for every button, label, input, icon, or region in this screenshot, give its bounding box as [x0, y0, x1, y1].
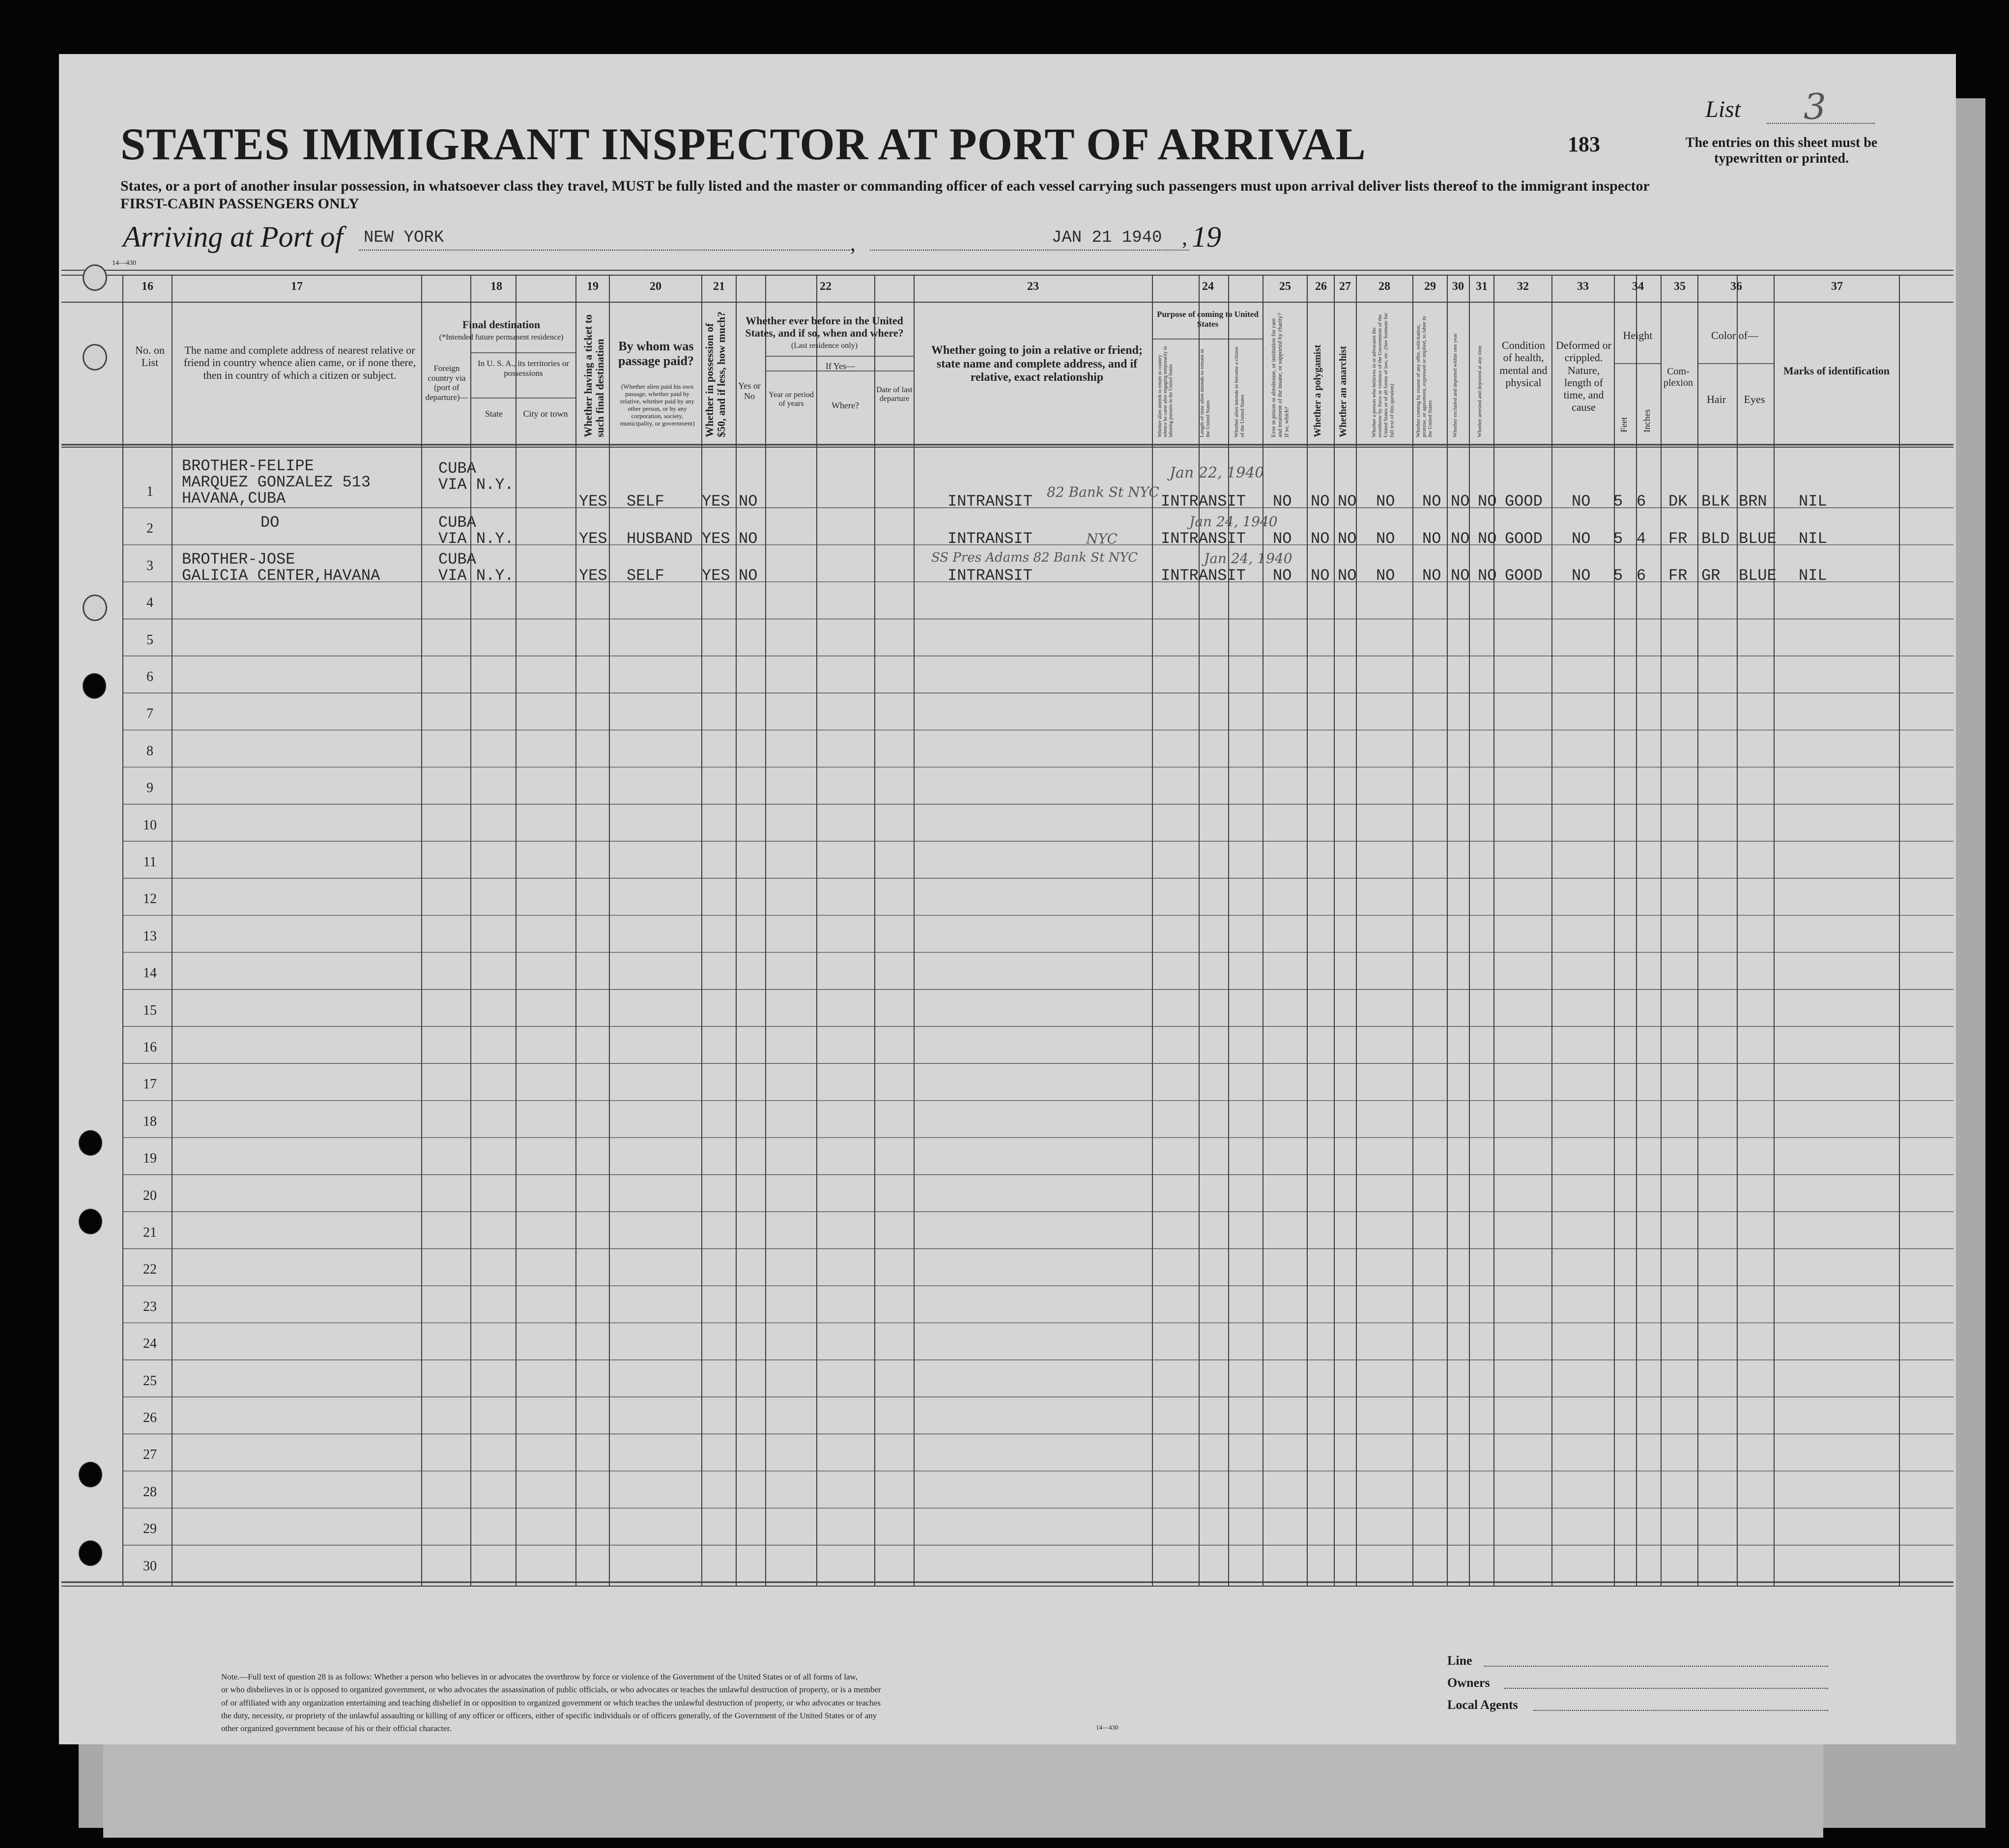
relative-address-line: GALICIA CENTER,HAVANA — [182, 567, 380, 585]
before-cell: NO — [739, 530, 758, 548]
column-number: 32 — [1517, 280, 1529, 293]
purpose-cell: INTRANSIT — [1161, 567, 1246, 585]
column-number: 37 — [1831, 280, 1843, 293]
header-usa-territories: In U. S. A., its territories or possessions — [477, 359, 570, 378]
column-number: 31 — [1476, 280, 1488, 293]
header-last-residence: (Last residence only) — [791, 341, 858, 350]
row-number: 20 — [143, 1188, 157, 1203]
agents-label: Local Agents — [1447, 1698, 1518, 1712]
header-color-of: Color of— — [1711, 329, 1758, 341]
q30-cell: NO — [1451, 530, 1470, 548]
row-number: 21 — [143, 1225, 157, 1240]
q29-cell: NO — [1422, 530, 1441, 548]
row-number: 5 — [146, 632, 153, 648]
header-purpose-return: Whether alien intends to return to country whence he came after engaging temporarily in laboring pursuits in the United States — [1157, 346, 1174, 437]
year-prefix: 19 — [1192, 221, 1221, 253]
footnote-line: other organized government because of his or their official character. — [221, 1724, 452, 1734]
feet-cell: 5 — [1613, 492, 1623, 511]
relative-address-line: DO — [260, 513, 280, 532]
join-handwritten: 82 Bank St NYC — [1047, 484, 1159, 500]
header-polygamist: Whether a polygamist — [1312, 344, 1323, 437]
join-handwritten: NYC — [1086, 531, 1118, 547]
row-number: 19 — [143, 1151, 157, 1166]
comma-separator: , — [1182, 226, 1187, 250]
marks-cell: NIL — [1799, 567, 1827, 585]
row-number: 30 — [143, 1558, 157, 1574]
column-number: 21 — [713, 280, 725, 293]
q27-cell: NO — [1338, 567, 1357, 585]
via-port-cell: VIA N.Y. — [438, 476, 514, 494]
date-value: JAN 21 1940 — [1052, 228, 1162, 247]
column-number: 30 — [1452, 280, 1464, 293]
hair-cell: BLD — [1701, 530, 1730, 548]
column-number: 23 — [1027, 280, 1039, 293]
column-number: 25 — [1279, 280, 1291, 293]
instruction-text: States, or a port of another insular possession, in whatsoever class they travel, MUST be fully listed and the master or commanding officer of each vessel carrying such passengers must upon arrival deliver lists thereof to the immigrant inspector — [120, 178, 1650, 194]
column-number: 35 — [1674, 280, 1686, 293]
punch-hole — [83, 595, 107, 621]
before-cell: NO — [739, 567, 758, 585]
punch-hole — [79, 1209, 102, 1234]
paid-by-cell: SELF — [627, 492, 664, 511]
punch-hole — [83, 264, 107, 291]
column-number: 33 — [1577, 280, 1589, 293]
purpose-cell: INTRANSIT — [1161, 530, 1246, 548]
row-number: 6 — [146, 669, 153, 684]
header-city: City or town — [523, 409, 568, 419]
row-number: 28 — [143, 1484, 157, 1500]
q28-cell: NO — [1376, 530, 1395, 548]
header-deported: Whether arrested and deported at any time — [1477, 345, 1483, 437]
header-join-relative: Whether going to join a relative or friend; state name and complete address, and if relative, exact relationship — [931, 344, 1143, 384]
row-number: 27 — [143, 1447, 157, 1463]
column-number: 19 — [587, 280, 599, 293]
q29-cell: NO — [1422, 492, 1441, 511]
form-code-bottom: 14—430 — [1096, 1724, 1119, 1731]
line-label: Line — [1447, 1653, 1472, 1668]
q31-cell: NO — [1478, 492, 1497, 511]
foreign-country-cell: CUBA — [438, 513, 476, 532]
row-number: 11 — [143, 854, 157, 870]
header-anarchist: Whether an anarchist — [1338, 346, 1349, 437]
relative-address-line: BROTHER-FELIPE — [182, 457, 314, 475]
marks-cell: NIL — [1799, 492, 1827, 511]
q25-cell: NO — [1273, 492, 1292, 511]
q27-cell: NO — [1338, 530, 1357, 548]
row-number: 25 — [143, 1373, 157, 1389]
q26-cell: NO — [1311, 567, 1330, 585]
ticket-cell: YES — [579, 567, 607, 585]
q30-cell: NO — [1451, 492, 1470, 511]
header-money: Whether in possession of $50, and if less, how much? — [703, 311, 728, 437]
header-excluded: Whether excluded and deported within one year — [1452, 333, 1458, 437]
hair-cell: BLK — [1701, 492, 1730, 511]
cabin-class: FIRST-CABIN PASSENGERS ONLY — [120, 196, 359, 212]
purpose-handwritten: Jan 24, 1940 — [1204, 550, 1292, 567]
arriving-label: Arriving at Port of — [123, 221, 344, 253]
header-state: State — [485, 409, 503, 419]
header-final-destination-note: (*Intended future permanent residence) — [439, 333, 564, 341]
join-cell: INTRANSIT — [947, 492, 1033, 511]
header-height: Height — [1623, 329, 1653, 341]
header-prison: Ever in prison or almshouse, or institution for care and treatment of the insane, or supported by charity? If so, which? — [1270, 313, 1290, 437]
row-number: 2 — [146, 521, 153, 537]
column-number: 34 — [1632, 280, 1644, 293]
q27-cell: NO — [1338, 492, 1357, 511]
via-port-cell: VIA N.Y. — [438, 530, 514, 548]
form-code-top: 14—430 — [112, 259, 136, 267]
column-number: 29 — [1424, 280, 1436, 293]
column-number: 22 — [820, 280, 832, 293]
page-number: 183 — [1568, 132, 1600, 156]
eyes-cell: BLUE — [1739, 567, 1777, 585]
q30-cell: NO — [1451, 567, 1470, 585]
header-marks: Marks of identification — [1783, 365, 1890, 377]
health-cell: GOOD — [1505, 567, 1543, 585]
q28-cell: NO — [1376, 492, 1395, 511]
header-deformed: Deformed or crippled. Nature, length of time, and cause — [1555, 339, 1611, 414]
row-number: 18 — [143, 1113, 157, 1129]
footnote-line: or who disbelieves in or is opposed to organized government, or who advocates the assassination of public officials, or who advocates or teaches the unlawful destruction of property, or is a member — [221, 1685, 881, 1695]
q25-cell: NO — [1273, 567, 1292, 585]
money-cell: YES — [702, 492, 730, 511]
column-number: 20 — [650, 280, 661, 293]
column-number: 17 — [291, 280, 303, 293]
money-cell: YES — [702, 567, 730, 585]
row-number: 13 — [143, 928, 157, 944]
row-number: 9 — [146, 780, 153, 796]
row-number: 8 — [146, 743, 153, 759]
row-number: 29 — [143, 1521, 157, 1537]
q28-cell: NO — [1376, 567, 1395, 585]
footnote-line: Note.—Full text of question 28 is as follows: Whether a person who believes in or advocates the overthrow by force or violence of the Government of the United States or of all forms of law, — [221, 1672, 858, 1681]
header-ticket: Whether having a ticket to such final destination — [582, 314, 606, 437]
punch-hole — [79, 1540, 102, 1566]
join-cell: INTRANSIT — [947, 567, 1033, 585]
eyes-cell: BLUE — [1739, 530, 1777, 548]
header-purpose: Purpose of coming to United States — [1157, 310, 1259, 329]
column-number: 27 — [1339, 280, 1351, 293]
purpose-handwritten: Jan 22, 1940 — [1170, 464, 1264, 482]
q31-cell: NO — [1478, 530, 1497, 548]
footnote-line: the duty, necessity, or propriety of the unlawful assaulting or killing of any officer or officers, either of specific individuals or of officers generally, of the Government of the United States or of any — [221, 1711, 877, 1721]
row-number: 4 — [146, 595, 153, 611]
punch-hole — [83, 344, 107, 370]
health-cell: GOOD — [1505, 530, 1543, 548]
column-number: 28 — [1378, 280, 1390, 293]
feet-cell: 5 — [1613, 530, 1623, 548]
purpose-handwritten: Jan 24, 1940 — [1189, 513, 1278, 530]
punch-hole — [83, 673, 106, 699]
paid-by-cell: HUSBAND — [627, 530, 693, 548]
deformed-cell: NO — [1572, 492, 1591, 511]
q31-cell: NO — [1478, 567, 1497, 585]
row-number: 24 — [143, 1336, 157, 1352]
owners-label: Owners — [1447, 1676, 1490, 1690]
header-labor-offer: Whether coming by reason of any offer, solicitation, promise, or agreement, expressed or implied, to labor in the United States — [1415, 316, 1434, 437]
footnote — [221, 1671, 1155, 1735]
ticket-cell: YES — [579, 492, 607, 511]
inches-cell: 4 — [1636, 530, 1646, 548]
header-no-on-list: No. on List — [135, 344, 165, 369]
row-number: 10 — [143, 817, 157, 833]
header-final-destination: Final destination — [462, 318, 541, 331]
eyes-cell: BRN — [1739, 492, 1767, 511]
via-port-cell: VIA N.Y. — [438, 567, 514, 585]
row-number: 1 — [146, 484, 153, 499]
hair-cell: GR — [1701, 567, 1721, 585]
header-where: Where? — [832, 400, 859, 410]
row-number: 7 — [146, 706, 153, 722]
header-passage-paid: By whom was passage paid? — [618, 339, 694, 368]
complexion-cell: FR — [1668, 530, 1688, 548]
header-inches: Inches — [1642, 409, 1652, 432]
line-signature-line — [1484, 1666, 1828, 1667]
agents-signature-line — [1533, 1710, 1828, 1711]
page-title: STATES IMMIGRANT INSPECTOR AT PORT OF ARRIVAL — [120, 119, 1366, 169]
port-value: NEW YORK — [364, 228, 444, 247]
column-number: 36 — [1730, 280, 1742, 293]
header-date-departure: Date of last departure — [876, 386, 913, 403]
header-year-period: Year or period of years — [769, 391, 814, 408]
row-number: 3 — [146, 558, 153, 573]
purpose-cell: INTRANSIT — [1161, 492, 1246, 511]
complexion-cell: DK — [1668, 492, 1688, 511]
before-cell: NO — [739, 492, 758, 511]
join-handwritten: SS Pres Adams 82 Bank St NYC — [931, 550, 1138, 565]
health-cell: GOOD — [1505, 492, 1543, 511]
header-complexion: Com-plexion — [1664, 366, 1693, 388]
money-cell: YES — [702, 530, 730, 548]
inches-cell: 6 — [1636, 567, 1646, 585]
relative-address-line: MARQUEZ GONZALEZ 513 — [182, 473, 371, 491]
header-eyes: Eyes — [1744, 393, 1765, 405]
column-number: 18 — [490, 280, 502, 293]
header-ever-before: Whether ever before in the United States, and if so, when and where? — [745, 314, 904, 340]
join-cell: INTRANSIT — [947, 530, 1033, 548]
column-number: 16 — [142, 280, 153, 293]
header-purpose-length: Length of time alien intends to remain in the United States — [1199, 349, 1211, 437]
deformed-cell: NO — [1572, 567, 1591, 585]
row-number: 22 — [143, 1262, 157, 1278]
header-purpose-citizen: Whether alien intends to become a citizen of the United States — [1234, 346, 1246, 437]
comma-separator: , — [850, 231, 856, 256]
row-number: 26 — [143, 1410, 157, 1425]
header-yes-no: Yes or No — [738, 381, 761, 401]
row-number: 15 — [143, 1002, 157, 1018]
ticket-cell: YES — [579, 530, 607, 548]
typewritten-note: The entries on this sheet must be typewritten or printed. — [1685, 135, 1878, 167]
foreign-country-cell: CUBA — [438, 550, 476, 569]
list-number: 3 — [1804, 86, 1826, 127]
header-if-yes: If Yes— — [825, 361, 855, 371]
column-number: 26 — [1315, 280, 1327, 293]
punch-hole — [79, 1462, 102, 1487]
header-foreign-country: Foreign country via (port of departure)— — [425, 364, 468, 402]
relative-address-line: BROTHER-JOSE — [182, 550, 295, 569]
owners-signature-line — [1504, 1688, 1828, 1689]
marks-cell: NIL — [1799, 530, 1827, 548]
inches-cell: 6 — [1636, 492, 1646, 511]
q29-cell: NO — [1422, 567, 1441, 585]
row-number: 23 — [143, 1299, 157, 1314]
row-number: 14 — [143, 966, 157, 981]
column-number: 24 — [1202, 280, 1214, 293]
feet-cell: 5 — [1613, 567, 1623, 585]
header-hair: Hair — [1706, 393, 1726, 405]
row-number: 16 — [143, 1040, 157, 1055]
deformed-cell: NO — [1572, 530, 1591, 548]
header-passage-paid-note: (Whether alien paid his own passage, whether paid by relative, whether paid by any other person, or by any corporation, society, municipality, or government) — [620, 383, 695, 427]
row-number: 12 — [143, 891, 157, 907]
foreign-country-cell: CUBA — [438, 459, 476, 478]
punch-hole — [79, 1130, 102, 1156]
paid-by-cell: SELF — [627, 567, 664, 585]
footnote-line: of or affiliated with any organization entertaining and teaching disbelief in or opposition to organized government or which teaches the unlawful destruction of property, or who advocates or teaches — [221, 1698, 881, 1707]
row-number: 17 — [143, 1077, 157, 1092]
header-health: Condition of health, mental and physical — [1499, 339, 1548, 389]
q26-cell: NO — [1311, 492, 1330, 511]
list-label: List — [1705, 96, 1741, 122]
header-relative-address: The name and complete address of nearest relative or friend in country whence alien came, or if none there, then in country of which a citizen or subject. — [183, 344, 416, 381]
q25-cell: NO — [1273, 530, 1292, 548]
complexion-cell: FR — [1668, 567, 1688, 585]
q26-cell: NO — [1311, 530, 1330, 548]
relative-address-line: HAVANA,CUBA — [182, 489, 286, 508]
header-feet: Feet — [1619, 417, 1629, 432]
header-overthrow: Whether a person who believes in or advocates the overthrow by force or violence of the Government of the United States or of all forms of law, etc. (See footnote for full text of this question) — [1371, 313, 1395, 437]
